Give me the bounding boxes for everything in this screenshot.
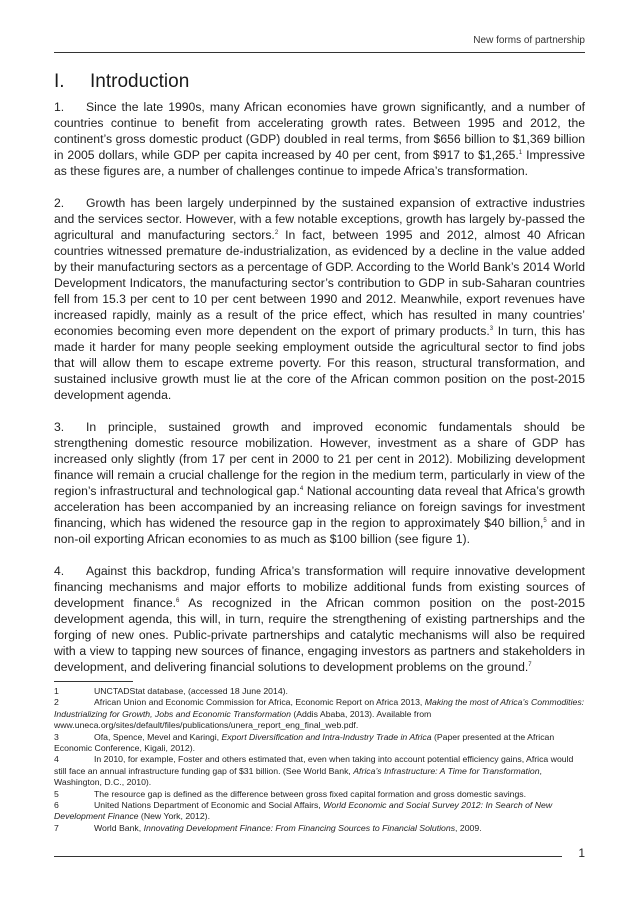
paragraph-number: 3. — [54, 420, 65, 434]
footnote-ref: 1 — [518, 150, 523, 156]
footnote: 7 World Bank, Innovating Development Finance: From Financing Sources to Financial Solutions, 2009. — [54, 822, 482, 833]
footnote-number: 1 — [54, 686, 59, 696]
paragraph-1: 1. Since the late 1990s, many African economies have grown significantly, and a number of countries continue to benefit from accelerating growth rates. Between 1995 and 2012, the continent’s gross domestic product (GDP) doubled in real terms, from $656 billion to $1,369 billion in 2005 dollars, while GDP per capita increased by 40 per cent, from $917 to $1,265.$^1$ Impressive as these figures are, a number of challenges continue to impede Africa’s transformation. — [54, 100, 585, 178]
footnote-number: 6 — [54, 800, 59, 811]
footnote-number: 4 — [54, 754, 59, 765]
footnotes — [54, 686, 585, 834]
section-number: I. — [54, 71, 65, 92]
footnote: 5 The resource gap is defined as the difference between gross fixed capital formation and gross domestic savings. — [54, 788, 527, 799]
paragraph-4: 4. Against this backdrop, funding Africa’s transformation will require innovative development financing mechanisms and major efforts to mobilize additional funds from existing sources of development finance.$^6$ As recognized in the African common position on the post-2015 development agenda, this will, in turn, require the strengthening of existing partnerships and the forging of new ones. Public-private partnerships and catalytic mechanisms will also be required with a view to tapping new sources of finance, engaging investors as partners and stakeholders in development, and delivering financial solutions to development problems on the ground.$^7$ — [54, 564, 586, 674]
running-head: New forms of partnership — [473, 35, 585, 46]
section-title-text: Introduction — [90, 71, 190, 92]
footnote-ref: 6 — [176, 598, 180, 604]
paragraph-2: 2. Growth has been largely underpinned by the sustained expansion of extractive industries and the services sector. However, with a few notable exceptions, growth has largely by-passed the agricultural and manufacturing sectors.$^2$ In fact, between 1995 and 2012, almost 40 African countries witnessed premature de-industrialization, as evidenced by a decline in the value added by their manufacturing sectors as a percentage of GDP. According to the World Bank’s 2014 World Development Indicators, the manufacturing sector’s contribution to GDP in sub-Saharan countries fell from 15.3 per cent to 10 per cent between 1990 and 2012. Meanwhile, export revenues have increased rapidly, mainly as a result of the price effect, which has resulted in many countries’ economies becoming even more dependent on the export of primary products.$^3$ In turn, this has made it harder for many people seeking employment outside the agricultural sector to find jobs that will allow them to escape extreme poverty. For this reason, structural transformation, and sustained inclusive growth must lie at the core of the African common position on the post-2015 development agenda. — [54, 196, 585, 402]
footnote: 4 In 2010, for example, Foster and others estimated that, even when taking into account potential efficiency gains, Africa would still face an annual infrastructure funding gap of $31 billion. (See World Bank, Africa’s Infrastructure: A Time for Transformation, Washington, D.C., 2010). — [54, 754, 574, 788]
footer-rule — [54, 856, 562, 857]
footnote-ref: 5 — [543, 518, 547, 524]
footnote-number: 2 — [54, 697, 59, 708]
footnote-number: 7 — [54, 822, 59, 833]
footnote: 6 United Nations Department of Economic and Social Affairs, World Economic and Social Survey 2012: In Search of New Development Finance (New York, 2012). — [54, 800, 553, 822]
header-rule — [54, 52, 585, 53]
body-text — [54, 99, 585, 691]
footnote-ref: 3 — [489, 326, 494, 332]
footnote-number: 3 — [54, 731, 59, 742]
paragraph-3: 3. In principle, sustained growth and improved economic fundamentals should be strengthening domestic resource mobilization. However, investment as a share of GDP has increased only slightly (from 17 per cent in 2000 to 21 per cent in 2012). Mobilizing development finance will remain a crucial challenge for the region in the medium term, particularly in view of the region’s infrastructural and technological gap.$^4$ National accounting data reveal that Africa’s growth acceleration has been accompanied by an increasing reliance on foreign savings for investment financing, which has widened the resource gap in the region to approximately $40 billion,$^5$ and in non-oil exporting African economies to as much as $100 billion (see figure 1). — [54, 420, 585, 546]
footnote-rule — [54, 681, 133, 682]
footnote-ref: 2 — [274, 230, 279, 236]
paragraph-number: 2. — [54, 196, 65, 210]
footnote: 3 Ofa, Spence, Mevel and Karingi, Export Diversification and Intra-Industry Trade in Africa (Paper presented at the African Economic Conference, Kigali, 2012). — [54, 731, 555, 754]
section-title — [54, 71, 189, 93]
footnote-ref: 7 — [528, 662, 532, 668]
footnote-ref: 4 — [299, 486, 304, 492]
paragraph-number: 1. — [54, 100, 65, 114]
footnote-number: 5 — [54, 788, 59, 799]
page-number: 1 — [578, 846, 585, 860]
footnote: 2 African Union and Economic Commission for Africa, Economic Report on Africa 2013, Making the most of Africa’s Commodities: Industrializing for Growth, Jobs and Economic Transformation (Addis Ababa, 2013). Available from www.uneca.org/sites/default/files/publications/unera_report_eng_final_web.pdf. — [54, 697, 585, 731]
paragraph-number: 4. — [54, 564, 65, 578]
footnote: 1 UNCTADStat database, (accessed 18 June 2014). — [54, 686, 288, 696]
